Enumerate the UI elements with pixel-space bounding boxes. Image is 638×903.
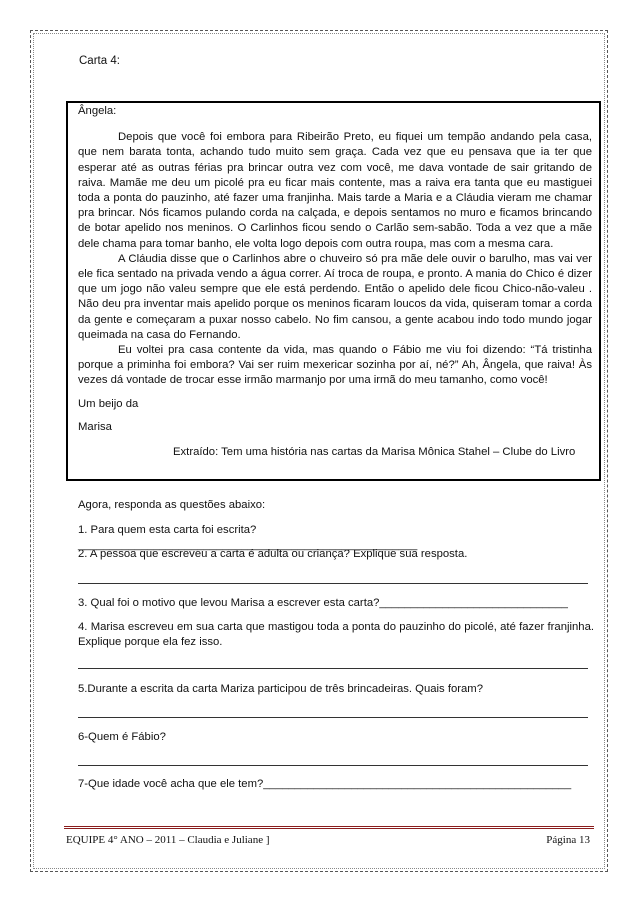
letter-paragraph-2: A Cláudia disse que o Carlinhos abre o chuveiro só pra mãe dele ouvir o barulho, mas vai ver ele fica sentado na privada vendo a água correr. Aí troca de roupa, e pronto. A mania do Chico é dizer que um jogo não valeu sempre que ele está perdendo. Então o apelido dele ficou Chico-não-valeu . Não deu pra inventar mais apelido porque os meninos ficaram loucos da vida, quiseram tomar a corda da gente e começaram a puxar nosso cabelo. No fim cansou, a gente acabou indo todo mundo jogar queimada na casa do Fernando. (78, 252, 592, 341)
footer-divider (64, 826, 594, 829)
question-6: 6-Quem é Fábio? (78, 731, 166, 743)
footer-credits: EQUIPE 4° ANO – 2011 – Claudia e Juliane ] (66, 834, 270, 846)
instructions: Agora, responda as questões abaixo: (78, 499, 266, 511)
answer-line-4[interactable] (78, 668, 588, 669)
answer-line-2[interactable] (78, 583, 588, 584)
answer-line-6[interactable] (78, 765, 588, 766)
letter-paragraph-3: Eu voltei pra casa contente da vida, mas quando o Fábio me viu foi dizendo: “Tá tristinha porque a priminha foi embora? Vai ser ruim mexericar sozinha por aí, né?” Ah, Ângela, que raiva! Às vezes dá vontade de trocar esse irmão marmanjo por uma irmã do meu tamanho, como você! (78, 344, 592, 387)
letter-paragraph-1: Depois que você foi embora para Ribeirão Preto, eu fiquei um tempão andando pela casa, que nem barata tonta, achando tudo muito sem graça. Cada vez que eu pensava que ia ter que esperar até as outras férias pra brincar outra vez com você, me dava vontade de sair gritando de raiva. Mamãe me deu um picolé pra eu ficar mais contente, mas a raiva era tanta que eu mastiguei toda a ponta do pauzinho, até fazer uma franjinha. Mais tarde a Maria e a Cláudia vieram me chamar pra brincar. Nós ficamos pulando corda na calçada, e depois sentamos no muro e ficamos brincando de botar apelido nos meninos. O Carlinhos ficou sendo o Carlão sem-sabão. Toda a vez que a mãe dele chama para tomar banho, ele volta logo depois com outra roupa, mas com a mesma cara. (78, 131, 592, 250)
question-3: 3. Qual foi o motivo que levou Marisa a escrever esta carta?______________________________ (78, 597, 568, 609)
answer-line-5[interactable] (78, 717, 588, 718)
question-1: 1. Para quem esta carta foi escrita?______________________________________________________ (78, 524, 418, 551)
letter-greeting: Ângela: (78, 105, 117, 117)
letter-closing: Um beijo da (78, 398, 139, 410)
letter-source: Extraído: Tem uma história nas cartas da Marisa Mônica Stahel – Clube do Livro (173, 446, 576, 458)
question-5: 5.Durante a escrita da carta Mariza participou de três brincadeiras. Quais foram? (78, 683, 483, 695)
question-4: 4. Marisa escreveu em sua carta que mastigou toda a ponta do pauzinho do picolé, até fazer franjinha. Explique porque ela fez isso. (78, 621, 594, 648)
page-number: Página 13 (546, 834, 590, 846)
letter-text (78, 104, 592, 389)
question-2: 2. A pessoa que escreveu a carta é adulta ou criança? Explique sua resposta. (78, 548, 468, 560)
carta-label: Carta 4: (79, 55, 120, 67)
letter-signature: Marisa (78, 421, 112, 433)
question-7: 7-Que idade você acha que ele tem?_________________________________________________ (78, 778, 572, 790)
